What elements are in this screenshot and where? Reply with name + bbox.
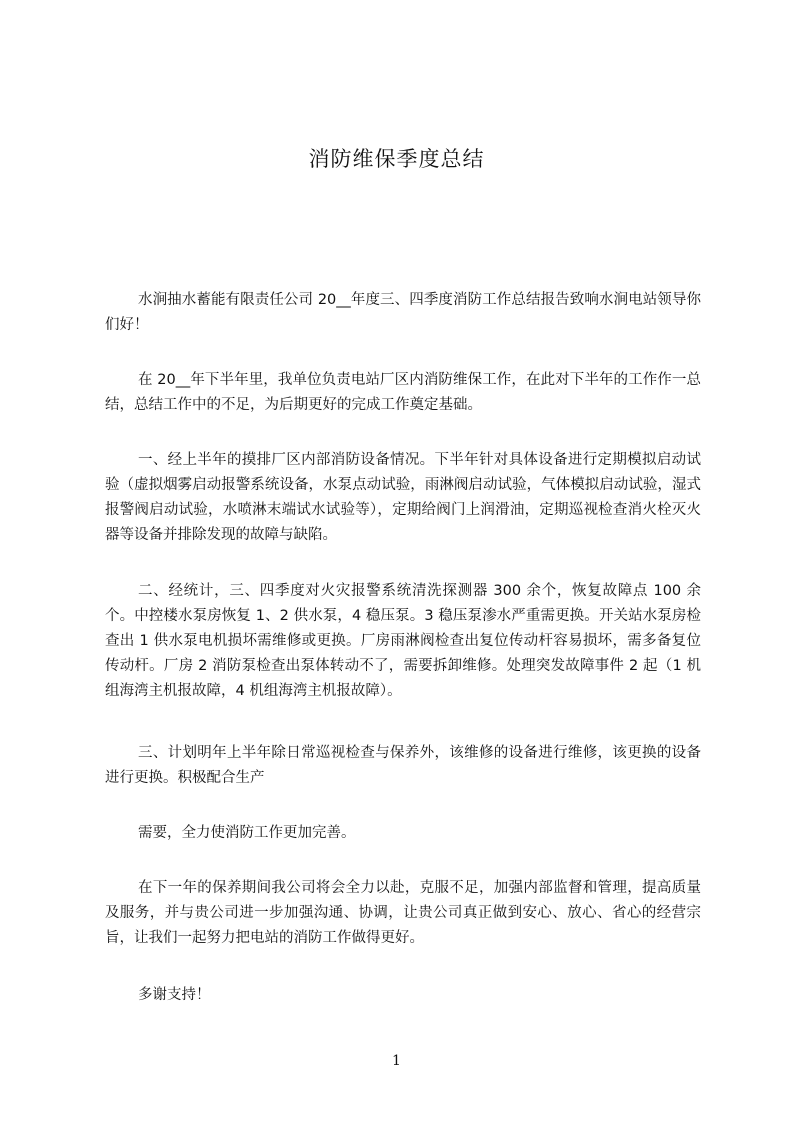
paragraph-intro: 在 20__年下半年里，我单位负责电站厂区内消防维保工作，在此对下半年的工作作一总结，总结工作中的不足，为后期更好的完成工作奠定基础。 [105,372,701,413]
paragraph-continuation: 需要，全力使消防工作更加完善。 [138,825,356,841]
paragraph-section-three: 三、计划明年上半年除日常巡视检查与保养外，该维修的设备进行维修，该更换的设备进行更换。积极配合生产 [105,745,701,786]
page-number: 1 [392,1053,401,1069]
page-title: 消防维保季度总结 [308,147,485,171]
paragraph-section-two: 二、经统计，三、四季度对火灾报警系统清洗探测器 300 余个，恢复故障点 100 余个。中控楼水泵房恢复 1、2 供水泵，4 稳压泵。3 稳压泵渗水严重需更换。开关站水泵房检查出 1 供水泵电机损坏需维修或更换。厂房雨淋阀检查出复位传动杆容易损坏，需多备复位传动杆。厂房 2 消防泵检查出泵体转动不了，需要拆卸维修。处理突发故障事件 2 起（1 机组海湾主机报故障，4 机组海湾主机报故障）。 [105,583,701,699]
paragraph-section-one: 一、经上半年的摸排厂区内部消防设备情况。下半年针对具体设备进行定期模拟启动试验（虚拟烟雾启动报警系统设备，水泵点动试验，雨淋阀启动试验，气体模拟启动试验，湿式报警阀启动试验，水喷淋末端试水试验等），定期给阀门上润滑油，定期巡视检查消火栓灭火器等设备并排除发现的故障与缺陷。 [105,452,701,543]
paragraph-thanks: 多谢支持！ [138,987,211,1003]
paragraph-greeting: 水涧抽水蓄能有限责任公司 20__年度三、四季度消防工作总结报告致响水涧电站领导你们好！ [105,292,701,333]
paragraph-closing: 在下一年的保养期间我公司将会全力以赴，克服不足，加强内部监督和管理，提高质量及服务，并与贵公司进一步加强沟通、协调，让贵公司真正做到安心、放心、省心的经营宗旨，让我们一起努力把电站的消防工作做得更好。 [105,880,701,946]
